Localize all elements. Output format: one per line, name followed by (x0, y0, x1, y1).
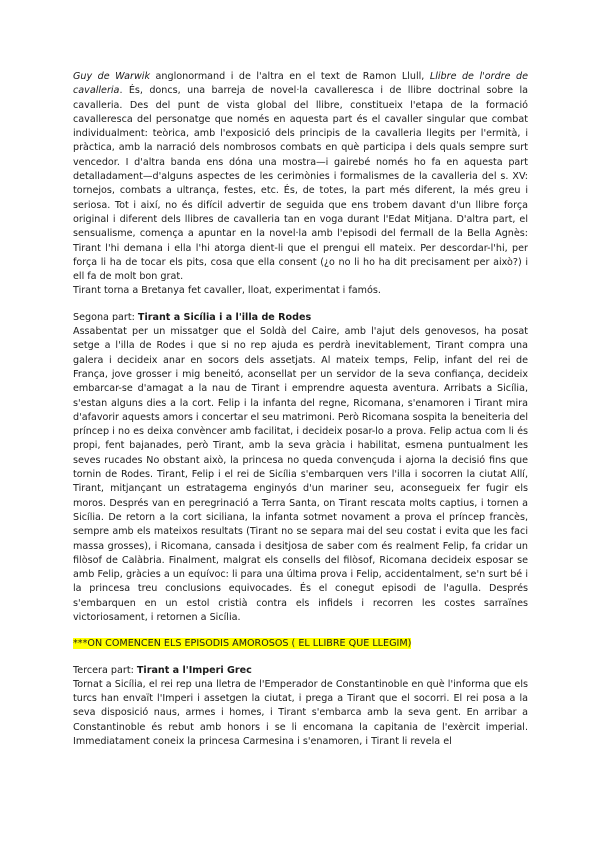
document-page (73, 70, 528, 749)
section-heading-third-part (73, 664, 528, 678)
paragraph-third-part: Tornat a Sicília, el rei rep una lletra de l'Emperador de Constantinoble en què l'informa que els turcs han envaït l'Imperi i assetgen la ciutat, i prega a Tirant que el socorri. El rei posa a la seva disposició naus, armes i homes, i Tirant s'embarca amb la seva gent. En arribar a Constantinoble és rebut amb honors i se li encomana la capitania de l'exèrcit imperial. Immediatament coneix la princesa Carmesina i s'enamoren, i Tirant li revela el (73, 678, 528, 748)
spacer (73, 299, 528, 311)
heading-title: Tirant a l'Imperi Grec (136, 664, 252, 676)
highlighted-note: ***ON COMENCEN ELS EPISODIS AMOROSOS ( EL LLIBRE QUE LLEGIM) (73, 638, 412, 650)
spacer (73, 652, 528, 664)
paragraph-second-part: Assabentat per un missatger que el Soldà del Caire, amb l'ajut dels genovesos, ha posat setge a l'illa de Rodes i que si no rep ajuda es perdrà inevitablement, Tirant compra una galera i decideix anar en socors dels assetjats. Al mateix temps, Felip, infant del rei de França, jove grosser i mig beneitó, aconsellat per un servidor de la seva confiança, decideix embarcar-se d'amagat a la nau de Tirant i emprendre aquesta aventura. Arribats a Sicília, s'estan alguns dies a la cort. Felip i la infanta del regne, Ricomana, s'enamoren i Tirant mira d'afavorir aquests amors i concertar el seu matrimoni. Però Ricomana sospita la beneiteria del príncep i no es deixa convèncer amb facilitat, i decideix posar-lo a prova. Felip actua com li és propi, fent bajanades, però Tirant, amb la seva gràcia i habilitat, esmena puntualment les seves rucades No obstant això, la princesa no queda convençuda i ajorna la decisió fins que tornin de Rodes. Tirant, Felip i el rei de Sicília s'embarquen vers l'illa i socorren la ciutat Allí, Tirant, mitjançant un estratagema enginyós d'un mariner seu, aconsegueix fer fugir els moros. Després van en peregrinació a Terra Santa, on Tirant rescata molts captius, i tornen a Sicília. De retorn a la cort siciliana, la infanta sotmet novament a prova el príncep francès, sempre amb els mateixos resultats (Tirant no se separa mai del seu costat i evita que les faci massa grosses), i Ricomana, cansada i desitjosa de saber com és realment Felip, fa cridar un filòsof de Calàbria. Finalment, malgrat els consells del filòsof, Ricomana decideix esposar se amb Felip, gràcies a un equívoc: li para una última prova i Felip, accidentalment, se'n surt bé i la princesa treu conclusions equivocades. És el conegut episodi de l'agulla. Després s'embarquen en un estol cristià contra els infidels i recorren les costes sarraïnes victoriosament, i retornen a Sicília. (73, 326, 528, 623)
heading-title: Tirant a Sicília i a l'illa de Rodes (137, 311, 312, 323)
section-heading-second-part (73, 311, 528, 325)
highlight-line (73, 637, 528, 651)
spacer (73, 625, 528, 637)
heading-prefix: Segona part: (73, 311, 138, 323)
intro-text: anglonormand i de l'altra en el text de Ramon Llull, (150, 71, 430, 82)
paragraph-chivalry-overview (73, 70, 528, 284)
paragraph-closing: Tirant torna a Bretanya fet cavaller, lloat, experimentat i famós. (73, 285, 381, 297)
guy-de-warwik-title: Guy de Warwik (73, 71, 151, 82)
llibre-orde-cavalleria-title: Llibre de l'ordre de cavalleria (73, 71, 528, 97)
paragraph-body: . És, doncs, una barreja de novel·la cavalleresca i de llibre doctrinal sobre la cavalleria. Des del punt de vista global del llibre, constitueix l'etapa de la formació cavalleresca del personatge que només en aquesta part és el cavaller singular que combat individualment: teòrica, amb l'exposició dels principis de la cavalleria llegits per l'ermità, i pràctica, amb la narració dels nombrosos combats en què participa i dels quals sempre surt vencedor. I d'altra banda ens dóna una mostra—i gairebé només ho fa en aquesta part detalladament—d'alguns aspectes de les cerimònies i formalismes de la cavalleria del s. XV: tornejos, combats a ultrança, festes, etc. És, de totes, la part més diferent, la més greu i seriosa. Tot i així, no és difícil advertir de seguida que ens trobem davant d'un llibre força original i diferent dels llibres de cavalleria tan en voga durant l'Edat Mitjana. D'altra part, el sensualisme, comença a apuntar en la novel·la amb l'episodi del fermall de la Bella Agnès: Tirant l'hi demana i ella l'hi atorga dient-li que el prengui ell mateix. Per descordar-l'hi, per força li ha de tocar els pits, cosa que ella consent (¿o no li ho ha dit precisament per això?) i ell fa de molt bon grat. (73, 85, 528, 283)
heading-prefix: Tercera part: (73, 664, 137, 676)
